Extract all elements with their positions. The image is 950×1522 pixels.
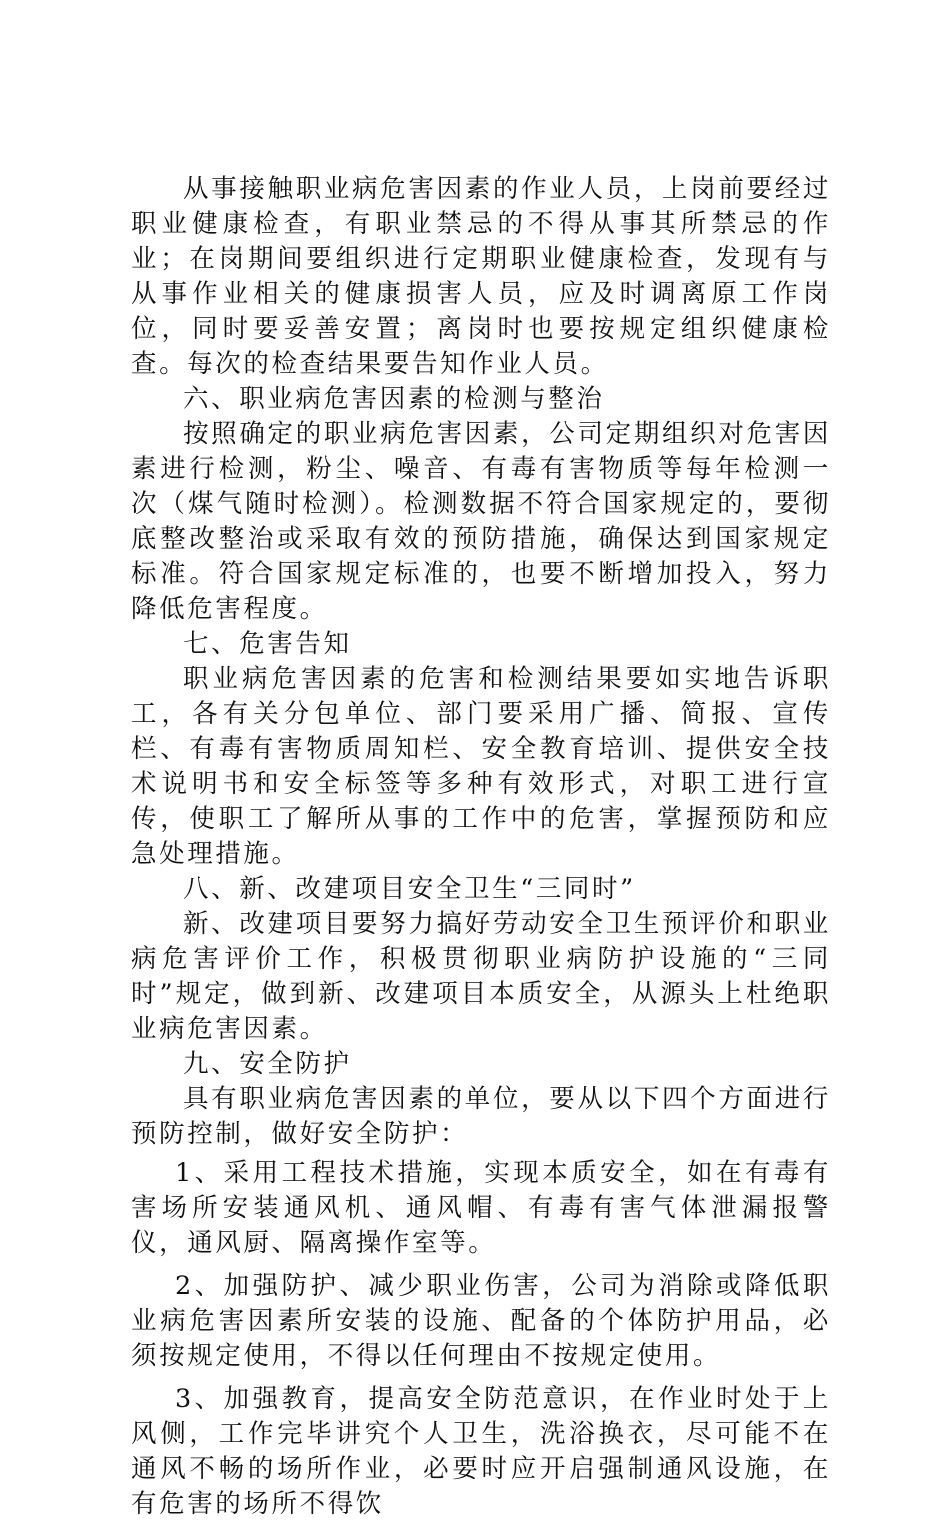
document-body: [131, 172, 831, 1522]
paragraph-hazard-notice: 职业病危害因素的危害和检测结果要如实地告诉职工，各有关分包单位、部门要采用广播、简报、宣传栏、有毒有害物质周知栏、安全教育培训、提供安全技术说明书和安全标签等多种有效形式，对职工进行宣传，使职工了解所从事的工作中的危害，掌握预防和应急处理措施。: [131, 664, 831, 869]
heading-section-7: 七、危害告知: [183, 629, 352, 659]
heading-section-6: 六、职业病危害因素的检测与整治: [183, 384, 605, 414]
list-item-2: 2、加强防护、减少职业伤害，公司为消除或降低职业病危害因素所安装的设施、配备的个体防护用品，必须按规定使用，不得以任何理由不按规定使用。: [131, 1271, 831, 1371]
heading-section-9: 九、安全防护: [183, 1049, 352, 1079]
paragraph-protection-intro: 具有职业病危害因素的单位，要从以下四个方面进行预防控制，做好安全防护：: [131, 1084, 831, 1149]
paragraph-detection: 按照确定的职业病危害因素，公司定期组织对危害因素进行检测，粉尘、噪音、有毒有害物质等每年检测一次（煤气随时检测）。检测数据不符合国家规定的，要彻底整改整治或采取有效的预防措施，确保达到国家规定标准。符合国家规定标准的，也要不断增加投入，努力降低危害程度。: [131, 419, 831, 624]
paragraph-health-check: 从事接触职业病危害因素的作业人员，上岗前要经过职业健康检查，有职业禁忌的不得从事其所禁忌的作业；在岗期间要组织进行定期职业健康检查，发现有与从事作业相关的健康损害人员，应及时调离原工作岗位，同时要妥善安置；离岗时也要按规定组织健康检查。每次的检查结果要告知作业人员。: [131, 174, 831, 379]
list-item-1: 1、采用工程技术措施，实现本质安全，如在有毒有害场所安装通风机、通风帽、有毒有害气体泄漏报警仪，通风厨、隔离操作室等。: [131, 1158, 831, 1258]
list-item-3: 3、加强教育，提高安全防范意识，在作业时处于上风侧，工作完毕讲究个人卫生，洗浴换衣，尽可能不在通风不畅的场所作业，必要时应开启强制通风设施，在有危害的场所不得饮: [131, 1384, 831, 1519]
paragraph-three-simultaneous: 新、改建项目要努力搞好劳动安全卫生预评价和职业病危害评价工作，积极贯彻职业病防护设施的“三同时”规定，做到新、改建项目本质安全，从源头上杜绝职业病危害因素。: [131, 909, 831, 1044]
heading-section-8: 八、新、改建项目安全卫生“三同时”: [183, 874, 636, 904]
